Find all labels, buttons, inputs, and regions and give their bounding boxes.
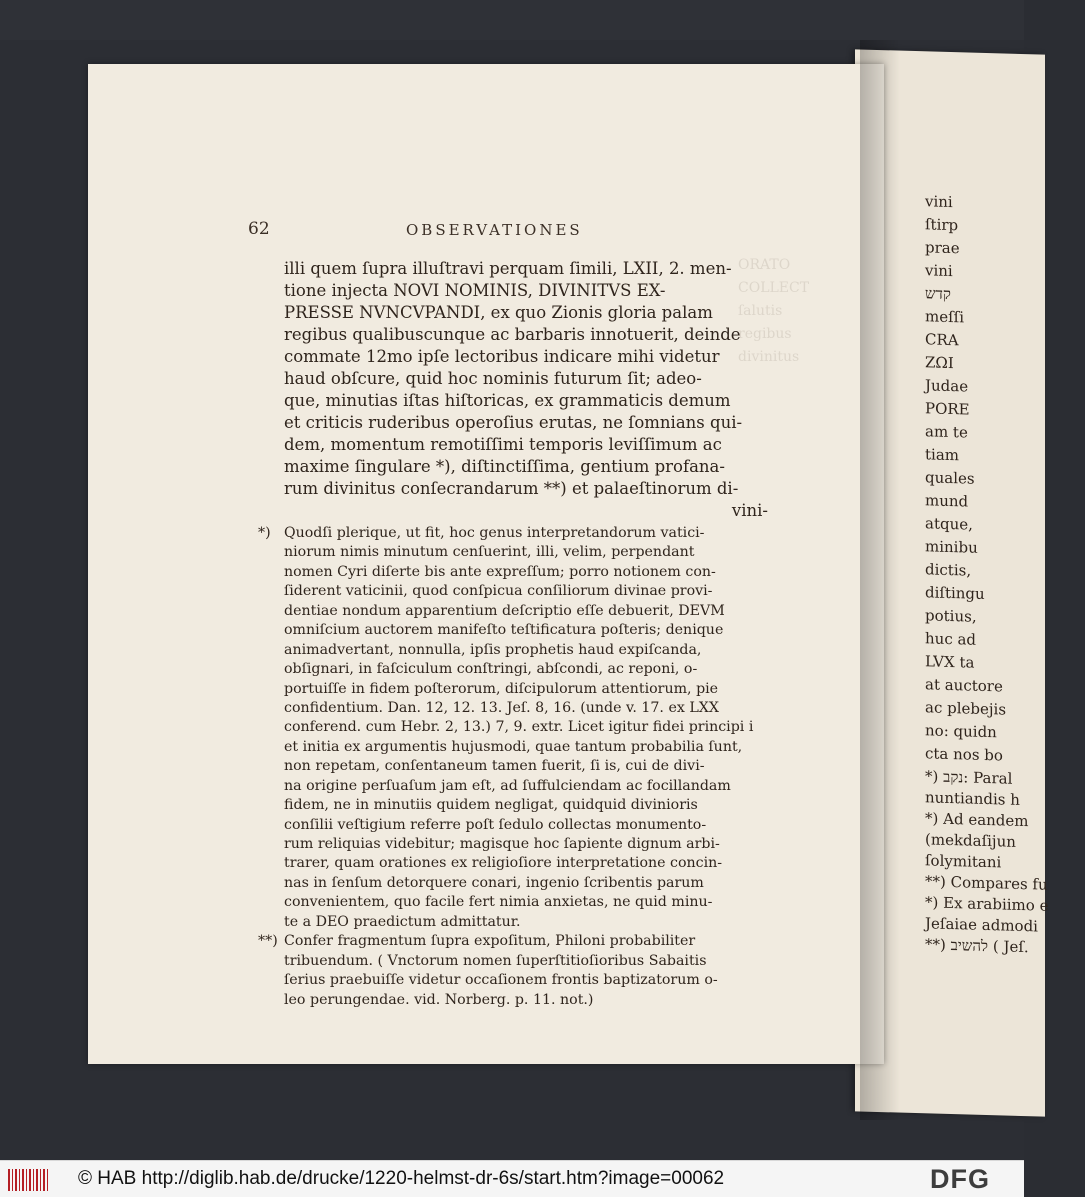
footnote-2 bbox=[258, 932, 770, 1010]
right-page-line: am te bbox=[925, 422, 968, 442]
footnote-line bbox=[258, 641, 770, 660]
right-page-line: ſolymitani bbox=[925, 851, 1002, 872]
footnote-line-text: leo perungendae. vid. Norberg. p. 11. not.) bbox=[284, 991, 594, 1008]
footnote-line bbox=[258, 563, 770, 582]
hab-logo-icon bbox=[8, 1169, 48, 1191]
right-page-line: ΖΩΙ bbox=[925, 353, 954, 373]
footnote-line bbox=[258, 602, 770, 621]
footnote-line-text: rum reliquias videbitur; magisque hoc ſapiente dignum arbi- bbox=[284, 836, 720, 852]
right-page-line: potius, bbox=[925, 606, 977, 626]
right-page-line: nuntiandis h bbox=[925, 788, 1020, 809]
bleed-line: divinitus bbox=[738, 349, 800, 365]
catchword: vini- bbox=[731, 501, 768, 520]
right-page-line: (mekdaſijun bbox=[925, 830, 1016, 851]
footnote-line-text: et initia ex argumentis hujusmodi, quae tantum probabilia ſunt, bbox=[284, 738, 743, 755]
right-page-line: ac plebejis bbox=[925, 698, 1007, 719]
footnote-line bbox=[258, 718, 770, 737]
dfg-logo: DFG bbox=[930, 1164, 990, 1194]
footnote-line-text: portuiſſe in fidem poſterorum, diſcipulorum attentiorum, pie bbox=[284, 680, 719, 697]
footnote-line bbox=[258, 816, 770, 835]
footnote-line-text: conſilii veſtigium referre poſt ſedulo collectas monumento- bbox=[284, 816, 707, 833]
footnote-line bbox=[258, 699, 770, 718]
footnote-line-text: ſiderent vaticinii, quod conſpicua conſiliorum divinae provi- bbox=[284, 583, 713, 600]
footnote-line-text: convenientem, quo facile fert nimia anxietas, ne quid minu- bbox=[284, 894, 713, 911]
footnote-line-text: na origine perſuaſum jam eſt, ad ſuffulciendam ac focillandam bbox=[284, 777, 731, 794]
scan-background-top bbox=[0, 0, 1024, 40]
right-page-line: atque, bbox=[925, 514, 973, 534]
main-text-line: regibus qualibuscunque ac barbaris innotuerit, deinde bbox=[284, 325, 741, 344]
right-page-line: **) להשיב ( Jeſ. bbox=[925, 935, 1029, 957]
footnote-line-text: animadvertant, nonnulla, ipſis prophetis haud expiſcanda, bbox=[284, 641, 702, 658]
main-text-block bbox=[284, 258, 768, 522]
footnote-marker: *) bbox=[258, 525, 271, 541]
main-text-line: PRESSE NVNCVPANDI, ex quo Zionis gloria palam bbox=[284, 303, 713, 322]
right-page-line: CRA bbox=[925, 330, 959, 350]
bleed-line: ſalutis bbox=[738, 303, 783, 319]
footnote-line-text: tribuendum. ( Vnctorum nomen ſuperſtitioſioribus Sabaitis bbox=[284, 952, 707, 969]
footnotes bbox=[258, 524, 770, 1010]
main-text-line: dem, momentum remotiſſimi temporis leviſſimum ac bbox=[284, 435, 722, 454]
right-page-line: dictis, bbox=[925, 560, 972, 580]
main-text-line: maxime ſingulare *), diſtinctiſſima, gentium profana- bbox=[284, 457, 725, 476]
main-text-line: haud obſcure, quid hoc nominis futurum ſit; adeo- bbox=[284, 369, 702, 388]
footnote-line bbox=[258, 971, 770, 990]
right-page-line: Jeſaiae admodi bbox=[925, 914, 1038, 936]
right-page-line: huc ad bbox=[925, 629, 977, 649]
footnote-line-text: confidentium. Dan. 12, 12. 13. Jeſ. 8, 16. (unde v. 17. ex LXX bbox=[284, 699, 719, 716]
right-page-line: no: quidn bbox=[925, 721, 997, 742]
main-text-line: que, minutias iſtas hiſtoricas, ex grammaticis demum bbox=[284, 391, 731, 410]
footnote-line-text: obſignari, in faſciculum conſtringi, abſcondi, ac reponi, o- bbox=[284, 661, 698, 678]
page-header bbox=[88, 219, 884, 243]
main-text-line: rum divinitus conſecrandarum **) et palaeſtinorum di- bbox=[284, 479, 739, 498]
footnote-line bbox=[258, 660, 770, 679]
footnote-line bbox=[258, 680, 770, 699]
right-page-line: meſſi bbox=[925, 307, 965, 327]
right-page-line: *) Ad eandem bbox=[925, 809, 1029, 831]
left-page bbox=[88, 64, 884, 1064]
right-page-line: *) נקב: Paral bbox=[925, 767, 1013, 788]
footnote-line-text: Quodſi plerique, ut fit, hoc genus interpretandorum vatici- bbox=[284, 525, 705, 541]
footnote-line bbox=[258, 757, 770, 776]
footnote-line bbox=[258, 932, 770, 951]
footnote-line-text: trarer, quam orationes ex religioſiore interpretatione concin- bbox=[284, 855, 723, 872]
right-page-line: diſtingu bbox=[925, 583, 985, 603]
main-text-line: tione injecta NOVI NOMINIS, DIVINITVS EX- bbox=[284, 281, 666, 300]
footnote-line-text: nas in ſenſum detorquere conari, ingenio ſcribentis parum bbox=[284, 874, 704, 891]
footnote-line bbox=[258, 874, 770, 893]
right-page-line: cta nos bo bbox=[925, 744, 1003, 765]
footnote-line-text: non repetam, conſentaneum tamen fuerit, ſi is, cui de divi- bbox=[284, 758, 705, 775]
footnote-line-text: ſerius praebuiſſe videtur occaſionem frontis baptizatorum o- bbox=[284, 972, 718, 989]
copyright-link[interactable]: © HAB http://diglib.hab.de/drucke/1220-helmst-dr-6s/start.htm?image=00062 bbox=[78, 1168, 725, 1189]
right-page-line: LVX ta bbox=[925, 652, 975, 672]
footnote-line-text: fidem, ne in minutiis quidem negligat, quidquid divinioris bbox=[284, 797, 698, 814]
right-page-line: ſtirp bbox=[925, 215, 959, 235]
right-page-line: at auctore bbox=[925, 675, 1003, 696]
footnote-line-text: Confer fragmentum ſupra expoſitum, Philoni probabiliter bbox=[284, 933, 696, 950]
right-page-line: Judae bbox=[925, 376, 969, 396]
footnote-line bbox=[258, 893, 770, 912]
footnote-line-text: omniſcium auctorem manifeſto teſtificatura poſteris; denique bbox=[284, 622, 724, 639]
footnote-line bbox=[258, 913, 770, 932]
right-page-line: vini bbox=[925, 261, 953, 281]
right-page-line: tiam bbox=[925, 445, 959, 465]
right-page-line: *) Ex arabiimo e bbox=[925, 893, 1049, 915]
footnote-line-text: dentiae nondum apparentium deſcriptio eſſe debuerit, DEVM bbox=[284, 602, 725, 619]
footnote-line bbox=[258, 835, 770, 854]
footnote-line-text: niorum nimis minutum cenſuerint, illi, velim, perpendant bbox=[284, 544, 695, 561]
page-number: 62 bbox=[248, 219, 270, 239]
footnote-line bbox=[258, 854, 770, 873]
footnote-line bbox=[258, 524, 770, 543]
footnote-line-text: conferend. cum Hebr. 2, 13.) 7, 9. extr. Licet igitur fidei principi i bbox=[284, 719, 754, 736]
right-page-line: mund bbox=[925, 491, 969, 511]
running-title: OBSERVATIONES bbox=[406, 221, 583, 239]
footnote-line bbox=[258, 777, 770, 796]
right-page-line: קדש bbox=[925, 284, 951, 304]
main-text-line: illi quem ſupra illuſtravi perquam ſimili, LXII, 2. men- bbox=[284, 259, 732, 278]
right-page-line: prae bbox=[925, 238, 960, 258]
bleed-line: COLLECT bbox=[738, 280, 810, 296]
footnote-line bbox=[258, 952, 770, 971]
footnote-line bbox=[258, 991, 770, 1010]
footnote-line bbox=[258, 543, 770, 562]
main-text-line: commate 12mo ipſe lectoribus indicare mihi videtur bbox=[284, 347, 720, 366]
right-page-line: minibu bbox=[925, 537, 978, 557]
footnote-line-text: te a DEO praedictum admittatur. bbox=[284, 913, 521, 930]
footnote-line bbox=[258, 621, 770, 640]
bleed-line: ORATO bbox=[738, 257, 791, 273]
footer-bar bbox=[0, 1160, 1024, 1197]
footnote-line-text: nomen Cyri diſerte bis ante expreſſum; porro notionem con- bbox=[284, 563, 716, 580]
bleed-through-text bbox=[738, 254, 968, 954]
footnote-line bbox=[258, 796, 770, 815]
right-page-line: **) Compares fu bbox=[925, 872, 1048, 894]
footnote-marker: **) bbox=[258, 933, 278, 950]
right-page-line: PORE bbox=[925, 399, 970, 419]
footnote-line bbox=[258, 738, 770, 757]
footnote-line bbox=[258, 582, 770, 601]
bleed-line: regibus bbox=[738, 326, 792, 342]
right-page-line: quales bbox=[925, 468, 975, 488]
main-text-line: et criticis ruderibus operoſius erutas, ne ſomnians qui- bbox=[284, 413, 743, 432]
book-spine-shadow bbox=[860, 40, 900, 1120]
footnote-1 bbox=[258, 524, 770, 932]
right-page-line: vini bbox=[925, 192, 953, 212]
